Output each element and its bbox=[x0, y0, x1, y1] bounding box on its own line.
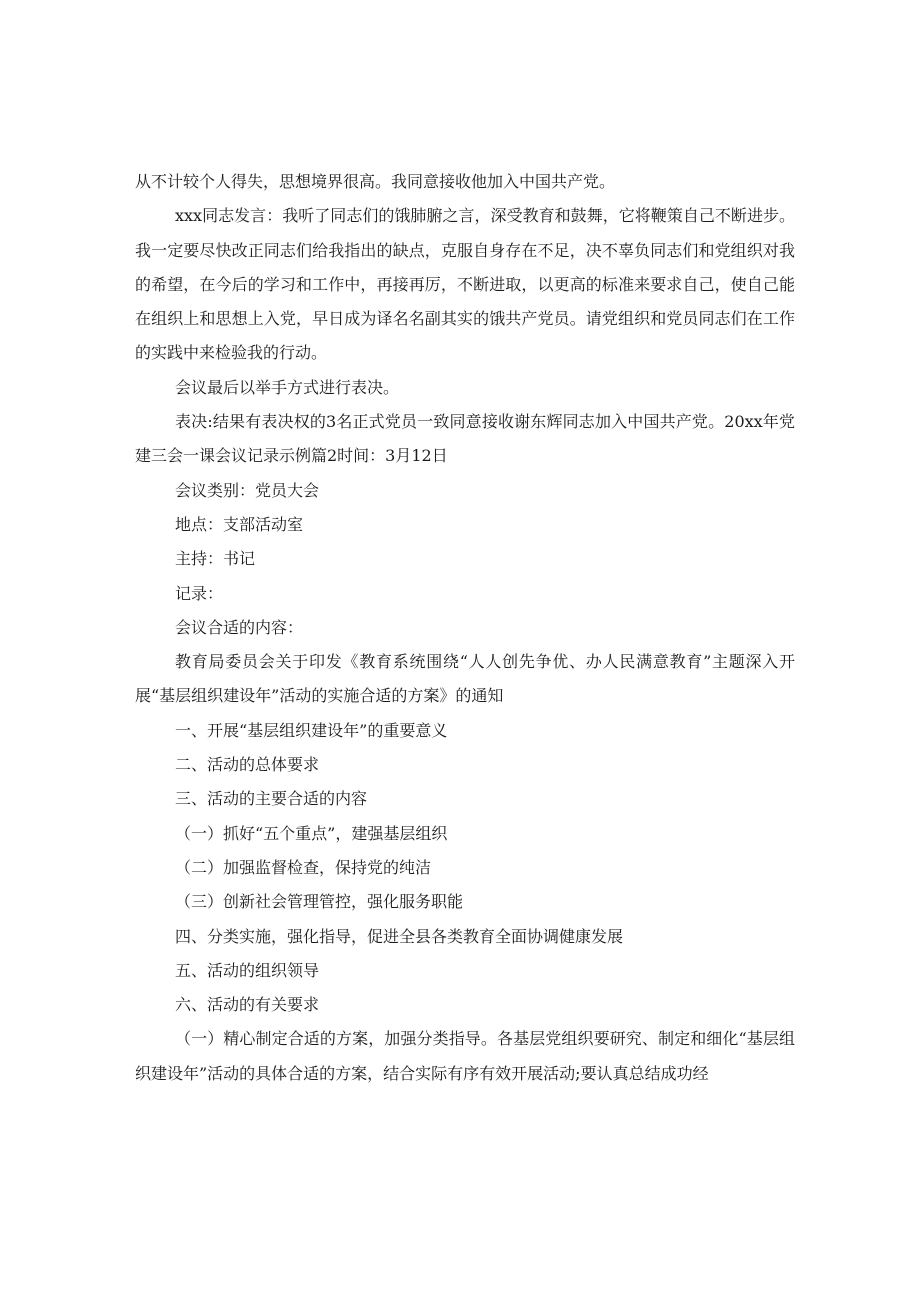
paragraph: （一）抓好“五个重点”，建强基层组织 bbox=[175, 823, 448, 843]
paragraph: 教育局委员会关于印发《教育系统围绕“人人创先争优、办人民满意教育”主题深入开展“基层组织建设年”活动的实施合适的方案》的通知 bbox=[135, 652, 795, 706]
paragraph: 地点：支部活动室 bbox=[175, 514, 304, 534]
paragraph: 一、开展“基层组织建设年”的重要意义 bbox=[175, 720, 448, 740]
paragraph: （三）创新社会管理管控，强化服务职能 bbox=[175, 892, 464, 912]
paragraph: 表决:结果有表决权的3名正式党员一致同意接收谢东辉同志加入中国共产党。20xx年党建三会一课会议记录示例篇2时间：3月12日 bbox=[135, 412, 795, 466]
paragraph: 三、活动的主要合适的内容 bbox=[175, 789, 368, 809]
paragraph: 会议合适的内容： bbox=[175, 617, 304, 637]
paragraph: 四、分类实施，强化指导，促进全县各类教育全面协调健康发展 bbox=[175, 926, 624, 946]
paragraph: 五、活动的组织领导 bbox=[175, 960, 320, 980]
paragraph: 二、活动的总体要求 bbox=[175, 755, 320, 775]
paragraph: 六、活动的有关要求 bbox=[175, 995, 320, 1015]
paragraph: （一）精心制定合适的方案，加强分类指导。各基层党组织要研究、制定和细化“基层组织建设年”活动的具体合适的方案，结合实际有序有效开展活动;要认真总结成功经 bbox=[135, 1029, 795, 1083]
paragraph: xxx同志发言：我听了同志们的饿肺腑之言，深受教育和鼓舞，它将鞭策自己不断进步。我一定要尽快改正同志们给我指出的缺点，克服自身存在不足，决不辜负同志们和党组织对我的希望，在今后的学习和工作中，再接再厉，不断进取，以更高的标准来要求自己，使自己能在组织上和思想上入党，早日成为译名名副其实的饿共产党员。请党组织和党员同志们在工作的实践中来检验我的行动。 bbox=[135, 206, 795, 363]
paragraph: 记录： bbox=[175, 583, 224, 603]
paragraph: 从不计较个人得失，思想境界很高。我同意接收他加入中国共产党。 bbox=[135, 172, 616, 191]
paragraph: （二）加强监督检查，保持党的纯洁 bbox=[175, 857, 432, 877]
paragraph: 主持：书记 bbox=[175, 549, 256, 569]
document-body bbox=[135, 165, 795, 1091]
paragraph: 会议类别：党员大会 bbox=[175, 480, 320, 500]
paragraph: 会议最后以举手方式进行表决。 bbox=[175, 377, 400, 397]
